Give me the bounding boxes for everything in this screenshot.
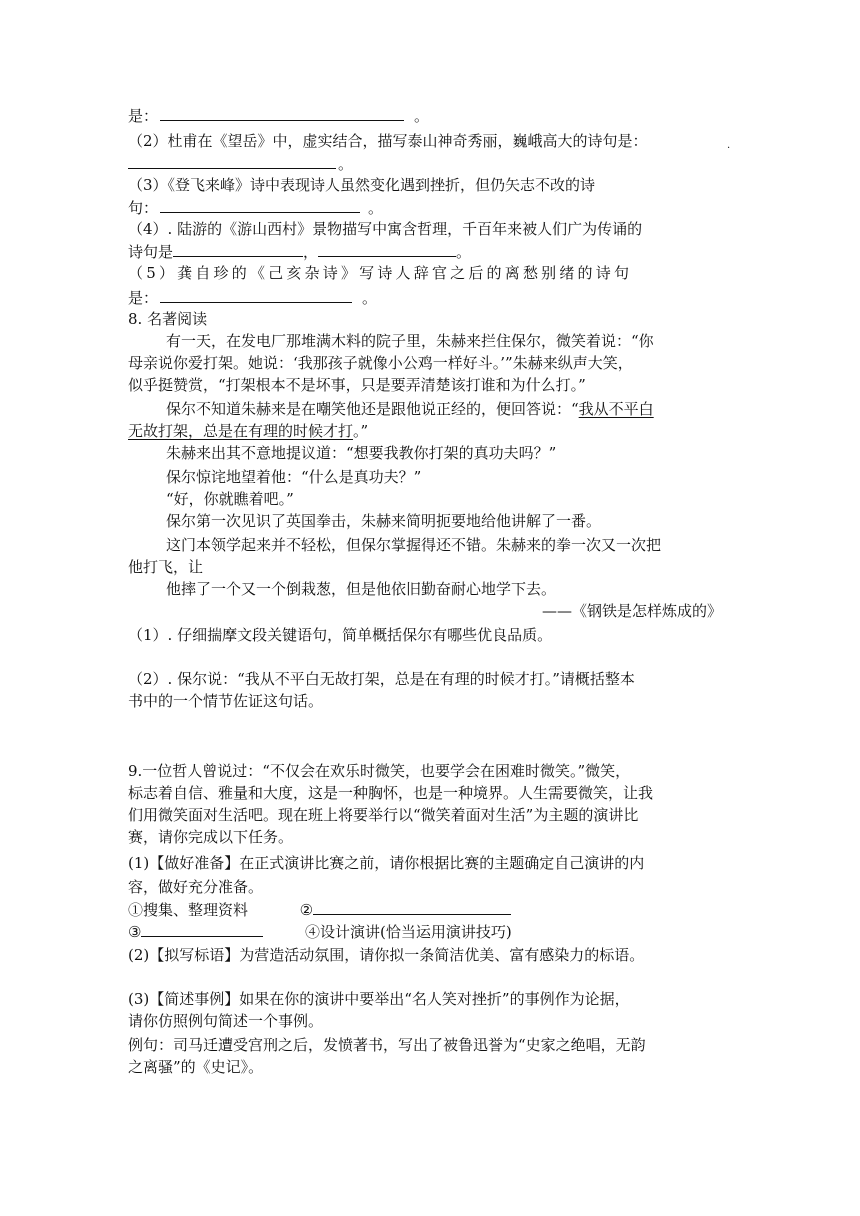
q9-options-row-2 xyxy=(128,920,732,943)
q7-item-4: （4）. 陆游的《游山西村》景物描写中寓含哲理，千百年来被人们广为传诵的 xyxy=(128,220,643,238)
answer-blank[interactable] xyxy=(160,196,360,213)
option-4: ④设计演讲(恰当运用演讲技巧) xyxy=(305,923,512,941)
q7-item-3: （3）《登飞来峰》诗中表现诗人虽然变化遇到挫折，但仍矢志不改的诗 xyxy=(128,176,596,194)
q8-passage-line: 有一天，在发电厂那堆满木料的院子里，朱赫来拦住保尔，微笑着说：“你 xyxy=(166,332,654,350)
q8-passage-line: 保尔第一次见识了英国拳击，朱赫来简明扼要地给他讲解了一番。 xyxy=(166,512,602,530)
answer-blank[interactable] xyxy=(160,286,352,303)
q9-example-line: 例句：司马迁遭受宫刑之后，发愤著书，写出了被鲁迅誉为“史家之绝唱，无韵 xyxy=(128,1036,646,1054)
q9-intro-line: 赛，请你完成以下任务。 xyxy=(128,828,294,846)
q8-passage-line: 无故打架，总是在有理的时候才打。” xyxy=(128,422,369,440)
q8-passage-line: 他摔了一个又一个倒栽葱，但是他依旧勤奋耐心地学下去。 xyxy=(166,580,557,598)
stray-dot: . xyxy=(727,140,731,151)
q9-task-3-cont: 请你仿照例句简述一个事例。 xyxy=(128,1012,324,1030)
q8-passage-line: 他打飞，让 xyxy=(128,558,204,576)
q9-task-1-cont: 容，做好充分准备。 xyxy=(128,878,264,896)
q8-heading: 8. 名著阅读 xyxy=(128,310,208,328)
answer-blank[interactable] xyxy=(173,240,303,257)
answer-blank[interactable] xyxy=(318,240,456,257)
q7-answer-line-5: 是： 。 xyxy=(128,286,732,309)
q8-passage-line: 保尔惊诧地望着他：“什么是真功夫？” xyxy=(166,468,422,486)
q9-example-line: 之离骚”的《史记》。 xyxy=(128,1058,264,1076)
answer-blank[interactable] xyxy=(141,920,263,937)
q8-passage-line: 这门本领学起来并不轻松，但保尔掌握得还不错。朱赫来的拳一次又一次把 xyxy=(166,536,662,554)
q9-intro-line: 9.一位哲人曾说过：“不仅会在欢乐时微笑，也要学会在困难时微笑。”微笑， xyxy=(128,762,631,780)
q8-source: ——《钢铁是怎样炼成的》 xyxy=(541,602,722,620)
answer-blank[interactable] xyxy=(313,898,511,915)
q8-subquestion-2: （2）. 保尔说：“我从不平白无故打架，总是在有理的时候才打。”请概括整本 xyxy=(128,670,635,688)
answer-blank[interactable] xyxy=(128,152,336,169)
q8-subquestion-1: （1）. 仔细揣摩文段关键语句，简单概括保尔有哪些优良品质。 xyxy=(128,626,553,644)
q9-task-2: (2)【拟写标语】为营造活动氛围，请你拟一条简洁优美、富有感染力的标语。 xyxy=(128,946,645,964)
q7-answer-line-3: 句： 。 xyxy=(128,196,732,219)
q7-answer-line-1: 是： 。 xyxy=(128,104,732,127)
underlined-quote: 我从不平白 xyxy=(578,400,654,418)
q8-passage-line: 保尔不知道朱赫来是在嘲笑他还是跟他说正经的，便回答说：“我从不平白 xyxy=(166,400,654,418)
q8-passage-line: “好，你就瞧着吧。” xyxy=(166,490,294,508)
q9-intro-line: 标志着自信、雅量和大度，这是一种胸怀，也是一种境界。人生需要微笑，让我 xyxy=(128,784,654,802)
q7-item-5: （5）龚自珍的《己亥杂诗》写诗人辞官之后的离愁别绪的诗句 xyxy=(128,264,633,282)
q7-item-2: （2）杜甫在《望岳》中，虚实结合，描写泰山神奇秀丽，巍峨高大的诗句是： xyxy=(128,132,648,150)
option-3: ③ xyxy=(128,923,142,941)
q8-passage-line: 母亲说你爱打架。她说：‘我那孩子就像小公鸡一样好斗。’”朱赫来纵声大笑， xyxy=(128,354,633,372)
q7-answer-line-4: 诗句是 ， 。 xyxy=(128,240,732,263)
q9-task-1: (1)【做好准备】在正式演讲比赛之前，请你根据比赛的主题确定自己演讲的内 xyxy=(128,854,645,872)
option-2: ② xyxy=(299,901,314,919)
q8-passage-line: 朱赫来出其不意地提议道：“想要我教你打架的真功夫吗？” xyxy=(166,444,557,462)
underlined-quote: 无故打架，总是在有理的时候才打 xyxy=(128,422,354,440)
q9-options-row-1 xyxy=(128,898,732,921)
q9-intro-line: 们用微笑面对生活吧。现在班上将要举行以“微笑着面对生活”为主题的演讲比 xyxy=(128,806,639,824)
q8-passage-line: 似乎挺赞赏，“打架根本不是坏事，只是要弄清楚该打谁和为什么打。” xyxy=(128,376,586,394)
q7-answer-line-2: 。 xyxy=(128,152,732,175)
option-1: ①搜集、整理资料 xyxy=(128,901,249,919)
answer-blank[interactable] xyxy=(160,104,404,121)
q9-task-3: (3)【简述事例】如果在你的演讲中要举出“名人笑对挫折”的事例作为论据， xyxy=(128,990,630,1008)
q8-subquestion-2-cont: 书中的一个情节佐证这句话。 xyxy=(128,692,324,710)
